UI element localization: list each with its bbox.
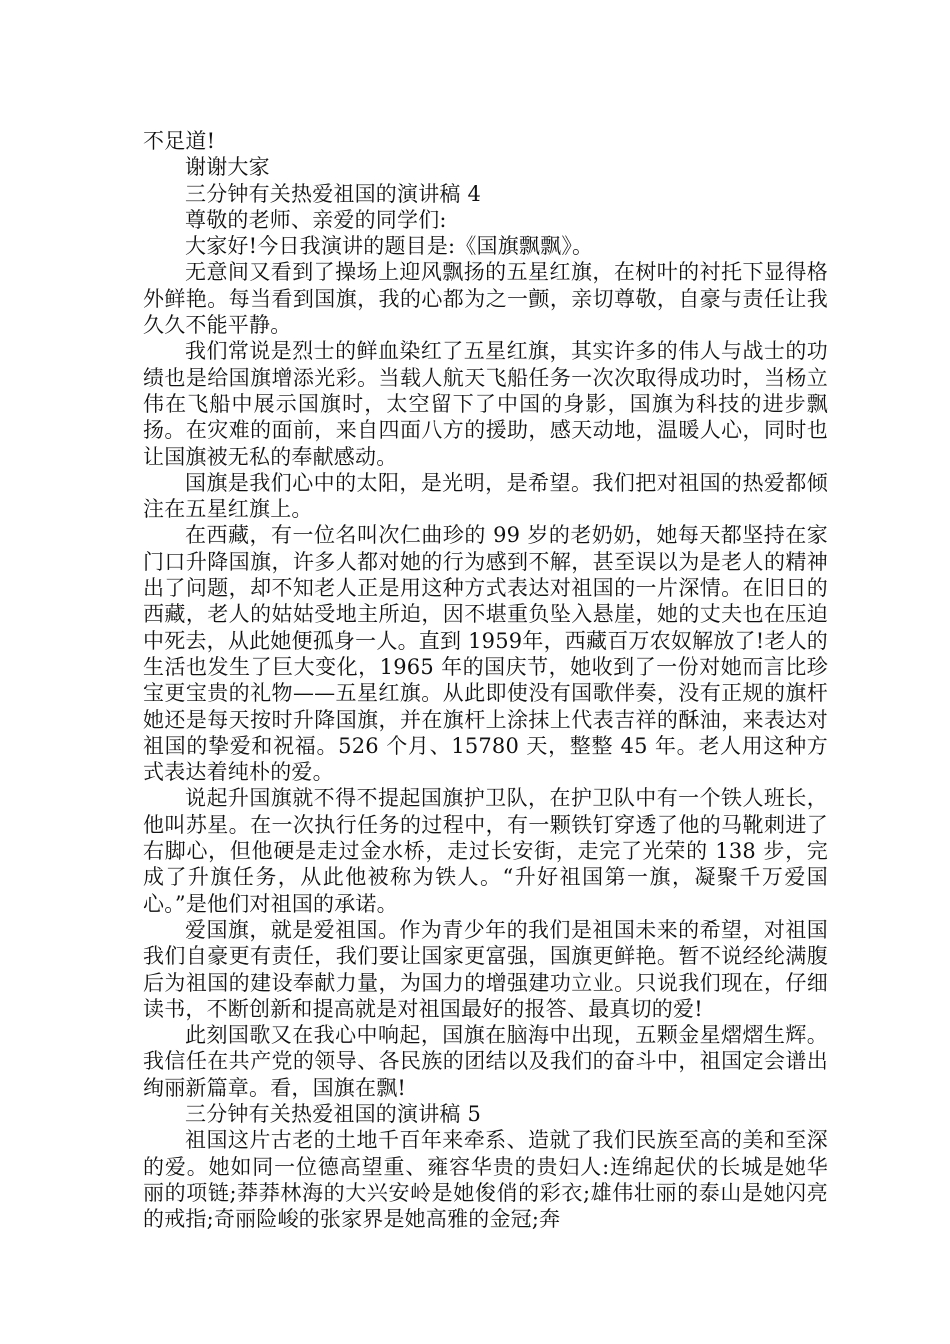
paragraph: 谢谢大家	[185, 155, 270, 180]
section-heading: 三分钟有关热爱祖国的演讲稿 4	[185, 181, 482, 206]
section-heading: 三分钟有关热爱祖国的演讲稿 5	[185, 1101, 482, 1126]
salutation: 尊敬的老师、亲爱的同学们:	[185, 207, 447, 232]
paragraph: 我们常说是烈士的鲜血染红了五星红旗，其实许多的伟人与战士的功绩也是给国旗增添光彩。当载人航天飞船任务一次次取得成功时，当杨立伟在飞船中展示国旗时，太空留下了中国的身影，国旗为科技的进步飘扬。在灾难的面前，来自四面八方的援助，感天动地，温暖人心，同时也让国旗被无私的奉献感动。	[143, 339, 828, 469]
paragraph: 大家好!今日我演讲的题目是:《国旗飘飘》。	[185, 234, 594, 259]
paragraph: 不足道!	[143, 129, 216, 153]
document-body	[143, 128, 828, 1232]
paragraph: 此刻国歌又在我心中响起，国旗在脑海中出现，五颗金星熠熠生辉。我信任在共产党的领导、各民族的团结以及我们的奋斗中，祖国定会谱出绚丽新篇章。看，国旗在飘!	[143, 1023, 828, 1100]
paragraph: 祖国这片古老的土地千百年来牵系、造就了我们民族至高的美和至深的爱。她如同一位德高望重、雍容华贵的贵妇人:连绵起伏的长城是她华丽的项链;莽莽林海的大兴安岭是她俊俏的彩衣;雄伟壮丽的泰山是她闪亮的戒指;奇丽险峻的张家界是她高雅的金冠;奔	[143, 1128, 828, 1232]
paragraph: 说起升国旗就不得不提起国旗护卫队，在护卫队中有一个铁人班长，他叫苏星。在一次执行任务的过程中，有一颗铁钉穿透了他的马靴刺进了右脚心，但他硬是走过金水桥，走过长安街，走完了光荣的 138 步，完成了升旗任务，从此他被称为铁人。“升好祖国第一旗，凝聚千万爱国心。”是他们对祖国的承诺。	[143, 786, 828, 916]
paragraph: 在西藏，有一位名叫次仁曲珍的 99 岁的老奶奶，她每天都坚持在家门口升降国旗，许多人都对她的行为感到不解，甚至误以为是老人的精神出了问题，却不知老人正是用这种方式表达对祖国的一片深情。在旧日的西藏，老人的姑姑受地主所迫，因不堪重负坠入悬崖，她的丈夫也在压迫中死去，从此她便孤身一人。直到 1959年，西藏百万农奴解放了!老人的生活也发生了巨大变化，1965 年的国庆节，她收到了一份对她而言比珍宝更宝贵的礼物——五星红旗。从此即使没有国歌伴奏，没有正规的旗杆她还是每天按时升降国旗，并在旗杆上涂抹上代表吉祥的酥油，来表达对祖国的挚爱和祝福。526 个月、15780 天，整整 45 年。老人用这种方式表达着纯朴的爱。	[143, 523, 828, 785]
paragraph: 国旗是我们心中的太阳，是光明，是希望。我们把对祖国的热爱都倾注在五星红旗上。	[143, 470, 828, 522]
paragraph: 爱国旗，就是爱祖国。作为青少年的我们是祖国未来的希望，对祖国我们自豪更有责任，我们要让国家更富强，国旗更鲜艳。暂不说经纶满腹后为祖国的建设奉献力量，为国力的增强建功立业。只说我们现在，仔细读书，不断创新和提高就是对祖国最好的报答、最真切的爱!	[143, 917, 828, 1021]
paragraph: 无意间又看到了操场上迎风飘扬的五星红旗，在树叶的衬托下显得格外鲜艳。每当看到国旗，我的心都为之一颤，亲切尊敬，自豪与责任让我久久不能平静。	[143, 260, 828, 338]
